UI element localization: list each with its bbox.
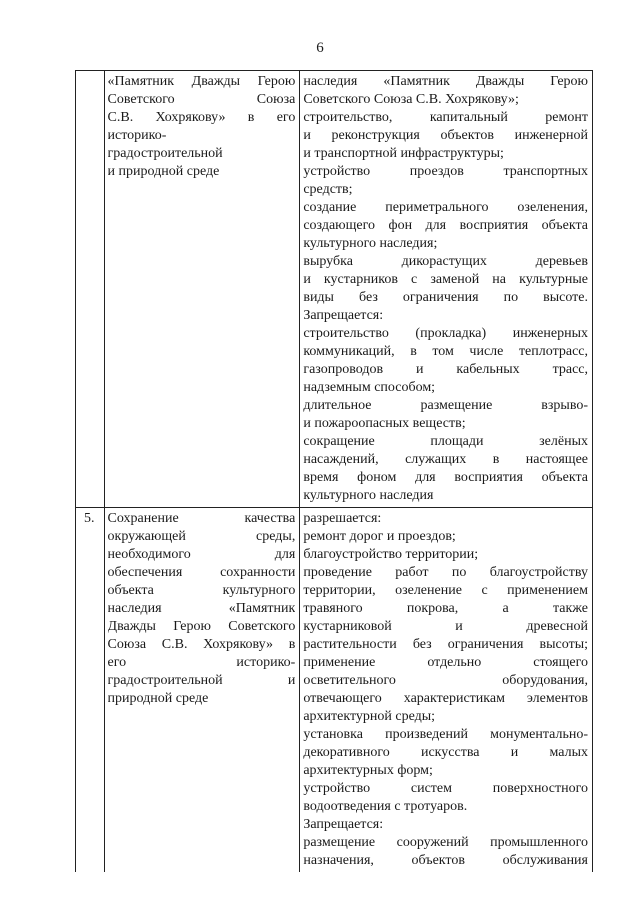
requirements-cell: [300, 71, 593, 508]
text-line: наследия «Памятник Дважды Герою: [303, 74, 588, 89]
text-line: архитектурных форм;: [303, 763, 433, 778]
text-line: Советского Союза: [107, 92, 296, 107]
row-number-cell: [76, 71, 105, 508]
text-line: его историко-: [107, 655, 296, 670]
text-line: С.В. Хохрякову» в его: [107, 110, 296, 125]
text-line: кустарниковой и древесной: [303, 619, 588, 634]
text-line: сокращение площади зелёных: [303, 434, 588, 449]
text-line: окружающей среды,: [107, 529, 296, 544]
text-line: осветительного оборудования,: [303, 673, 588, 688]
text-line: и транспортной инфраструктуры;: [303, 146, 504, 161]
table-row: [76, 71, 593, 508]
requirements-cell: [300, 508, 593, 873]
zone-name-cell: [104, 508, 300, 873]
text-line: историко-: [107, 128, 167, 143]
text-line: строительство, капитальный ремонт: [303, 110, 588, 125]
text-line: и кустарников с заменой на культурные: [303, 272, 588, 287]
text-line: водоотведения с тротуаров.: [303, 799, 468, 814]
text-line: Запрещается:: [303, 308, 384, 323]
text-line: размещение сооружений промышленного: [303, 835, 588, 850]
text-line: проведение работ по благоустройству: [303, 565, 588, 580]
text-line: насаждений, служащих в настоящее: [303, 452, 588, 467]
text-line: декоративного искусства и малых: [303, 745, 588, 760]
text-line: травяного покрова, а также: [303, 601, 588, 616]
text-line: создающего фон для восприятия объекта: [303, 218, 588, 233]
text-line: Дважды Герою Советского: [107, 619, 296, 634]
table-row: [76, 508, 593, 873]
text-line: Союза С.В. Хохрякову» в: [107, 637, 296, 652]
text-line: необходимого для: [107, 547, 296, 562]
text-line: Советского Союза С.В. Хохрякову»;: [303, 92, 519, 107]
text-line: объекта культурного: [107, 583, 296, 598]
text-line: архитектурной среды;: [303, 709, 436, 724]
text-line: природной среде: [107, 691, 209, 706]
text-line: Сохранение качества: [107, 511, 296, 526]
text-line: и пожароопасных веществ;: [303, 416, 466, 431]
text-line: длительное размещение взрыво-: [303, 398, 588, 413]
text-line: коммуникаций, в том числе теплотрасс,: [303, 344, 588, 359]
zone-name-cell: [104, 71, 300, 508]
text-line: градостроительной и: [107, 673, 296, 688]
text-line: благоустройство территории;: [303, 547, 479, 562]
text-line: установка произведений монументально-: [303, 727, 588, 742]
text-line: вырубка дикорастущих деревьев: [303, 254, 588, 269]
text-line: надземным способом;: [303, 380, 436, 395]
text-line: культурного наследия: [303, 488, 434, 503]
text-line: градостроительной: [107, 146, 223, 161]
text-line: растительности без ограничения высоты;: [303, 637, 588, 652]
text-line: ремонт дорог и проездов;: [303, 529, 456, 544]
text-line: назначения, объектов обслуживания: [303, 853, 588, 868]
text-line: время фоном для восприятия объекта: [303, 470, 588, 485]
text-line: устройство систем поверхностного: [303, 781, 588, 796]
page-number: 6: [316, 40, 324, 56]
text-line: создание периметрального озеленения,: [303, 200, 588, 215]
text-line: обеспечения сохранности: [107, 565, 296, 580]
text-line: устройство проездов транспортных: [303, 164, 588, 179]
text-line: строительство (прокладка) инженерных: [303, 326, 588, 341]
text-line: культурного наследия;: [303, 236, 438, 251]
text-line: виды без ограничения по высоте.: [303, 290, 588, 305]
text-line: и природной среде: [107, 164, 220, 179]
row-number-cell: 5.: [76, 508, 105, 873]
regulations-table: [75, 70, 593, 872]
text-line: отвечающего характеристикам элементов: [303, 691, 588, 706]
text-line: и реконструкция объектов инженерной: [303, 128, 588, 143]
text-line: «Памятник Дважды Герою: [107, 74, 296, 89]
text-line: территории, озеленение с применением: [303, 583, 588, 598]
text-line: газопроводов и кабельных трасс,: [303, 362, 588, 377]
text-line: применение отдельно стоящего: [303, 655, 588, 670]
text-line: разрешается:: [303, 511, 382, 526]
text-line: наследия «Памятник: [107, 601, 296, 616]
text-line: Запрещается:: [303, 817, 384, 832]
text-line: средств;: [303, 182, 353, 197]
